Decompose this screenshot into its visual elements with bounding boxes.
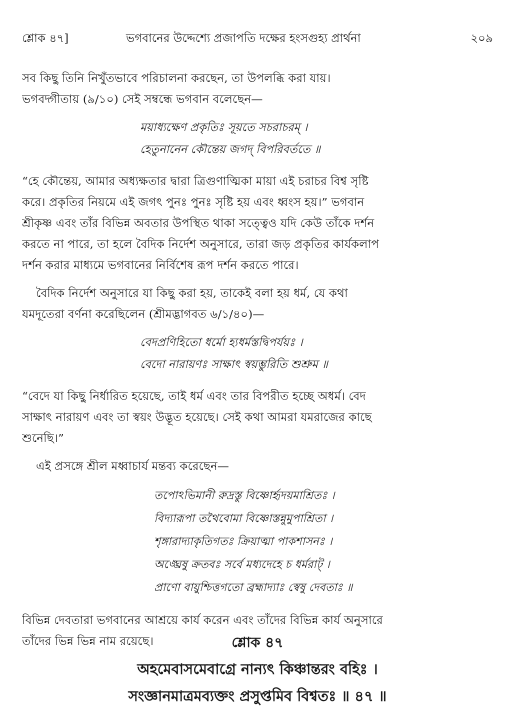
paragraph-translation [22,171,493,276]
next-verse-block [22,630,493,710]
text-line: যমদূতেরা বর্ণনা করেছিলেন (শ্রীমদ্ভাগবত ৬/১/৪০)— [22,307,265,321]
text-line: দর্শন করার মাধ্যমে ভগবানের নির্বিশেষ রূপ দর্শন করতে পারে। [22,258,299,272]
verse-line: হেতুনানেন কৌন্তেয় জগদ্‌ বিপরিবর্ততে ॥ [140,143,321,156]
paragraph-madhva [22,456,493,477]
paragraph-dharma [22,386,493,449]
text-line: শ্রীকৃষ্ণ এবং তাঁর বিভিন্ন অবতার উপস্থিত থাকা সত্ত্বেও যদি কেউ তাঁকে দর্শন [22,216,375,230]
verse-line: বিদ্যারূপা তথৈবোমা বিষ্ণোস্তন্নুমুপাশ্রিতা । [154,512,334,525]
text-line: বিভিন্ন দেবতারা ভগবানের আশ্রয়ে কার্য করেন এবং তাঁদের বিভিন্ন কার্য অনুসারে [22,613,383,627]
verse-heading: শ্লোক ৪৭ [231,635,284,651]
verse-line: প্রাণো বায়ুশ্চিত্তগতো ব্রহ্মাদ্যাঃ স্বেষু দেবতাঃ ॥ [154,581,353,594]
quoted-verse-madhva [154,484,493,599]
text-line: “বেদে যা কিছু নির্ধারিত হয়েছে, তাই ধর্ম এবং তার বিপরীত হচ্ছে অধর্ম। বেদ [22,389,366,403]
text-line: এই প্রসঙ্গে শ্রীল মধ্বাচার্য মন্তব্য করেছেন— [36,459,229,473]
purport-text [22,68,493,659]
verse-line: ময়াধ্যক্ষেণ প্রকৃতিঃ সূয়তে সচরাচরম্‌ । [140,121,308,134]
text-line: ভগবদ্গীতায় (৯/১০) সেই সম্বন্ধে ভগবান বলেছেন— [22,92,263,106]
verse-line: অহমেবাসমেবাগ্রে নান্যৎ কিঞ্চান্তরং বহিঃ । [137,661,378,678]
text-line: সাক্ষাৎ নারায়ণ এবং তা স্বয়ং উদ্ভূত হয়েছে। সেই কথা আমরা যমরাজের কাছে [22,410,372,424]
text-line: শুনেছি।” [22,431,64,445]
quoted-verse-bhagavatam [140,332,493,376]
text-line: “হে কৌন্তেয়, আমার অধ্যক্ষতার দ্বারা ত্রিগুণাত্মিকা মায়া এই চরাচর বিশ্ব সৃষ্টি [22,174,369,188]
verse-line: তপোঽভিমানী রুদ্রস্তু বিষ্ণোর্হৃদয়মাশ্রিতঃ । [154,489,335,502]
quoted-verse-gita [140,117,493,161]
verse-line: সংজ্ঞানমাত্রমব্যক্তং প্রসুপ্তমিব বিশ্বতঃ ॥ ৪৭ ॥ [128,688,387,705]
verse-line: শৃঙ্গারাদ্যাকৃতিগতঃ ক্রিয়াত্মা পাকশাসনঃ । [154,535,333,548]
paragraph-vedic [22,283,493,325]
header-verse-ref: শ্লোক ৪৭] [22,31,69,45]
paragraph-intro [22,68,493,110]
header-chapter-title: ভগবানের উদ্দেশ্যে প্রজাপতি দক্ষের হংসগুহ্য প্রার্থনা [126,31,361,45]
verse-line: বেদপ্রণিহিতো ধর্মো হ্যধর্মস্তদ্বিপর্যয়ঃ । [140,336,303,349]
text-line: করে। প্রকৃতির নিয়মে এই জগৎ পুনঃ পুনঃ সৃষ্টি হয় এবং ধ্বংস হয়।” ভগবান [22,195,365,209]
text-line: বৈদিক নির্দেশ অনুসারে যা কিছু করা হয়, তাকেই বলা হয় ধর্ম, যে কথা [36,286,348,300]
text-line: সব কিছু তিনি নিখুঁতভাবে পরিচালনা করছেন, তা উপলব্ধি করা যায়। [22,71,331,85]
running-header [22,27,493,49]
page-number: ২০৯ [470,31,493,45]
text-line: তাঁদের ভিন্ন ভিন্ন নাম রয়েছে। [22,634,154,648]
verse-line: অঙ্ঘ্রেষু ক্রতবঃ সর্বে মধ্যদেহে চ ধর্মরাট্‌ । [154,558,330,571]
verse-line: বেদো নারায়ণঃ সাক্ষাৎ স্বয়ম্ভুরিতি শুশ্রুম ॥ [140,358,328,371]
text-line: করতে না পারে, তা হলে বৈদিক নির্দেশ অনুসারে, তারা জড় প্রকৃতির কার্যকলাপ [22,237,380,251]
